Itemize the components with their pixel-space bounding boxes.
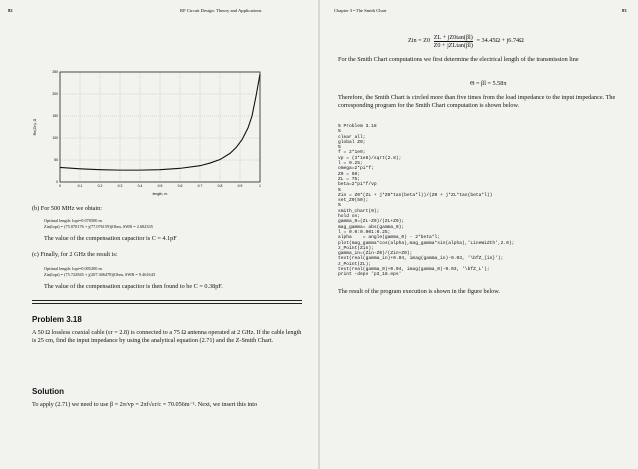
right-running-head: Chapter 3 • The Smith Chart <box>334 8 387 13</box>
left-running-head: RF Circuit Design: Theory and Applications <box>180 8 262 13</box>
solution-title: Solution <box>32 387 64 396</box>
closing-sentence: The result of the program execution is shown in the figure below. <box>338 288 500 295</box>
x-tick-label: 0.8 <box>217 184 223 188</box>
eq-denominator: Z0 + jZLtan(βl) <box>433 42 473 49</box>
item-c-opt-length: Optimal length: lopt=0.005200 m <box>44 266 102 271</box>
eq-rhs: = 34.45Ω + j6.74Ω <box>476 37 524 45</box>
re-zin-chart <box>30 64 275 199</box>
eq-numerator: ZL + jZ0tan(βl) <box>433 34 473 41</box>
right-page <box>320 0 638 469</box>
x-tick-label: 0 <box>59 184 61 188</box>
item-b-opt-length: Optimal length: lopt=0.070500 m <box>44 218 102 223</box>
y-tick-label: 250 <box>52 70 58 75</box>
matlab-code-listing: % Problem 3.18 % clear all; global Z0; % f = 2*1e9; vp = (3*1e8)/sqrt(2.8); l = 0.25; omega=2*pi*f; Z0 = 50; ZL = 75; beta=2*pi*f/vp % Zin = Z0*(ZL + j*Z0*tan(beta*l))/(Z0 + j*ZL*tan(beta*l)) set_Z0(50); % smith_chart(0); hold on; gamma_0=(ZL-Z0)/(ZL+Z0); mag_gamma= abs(gamma_0); l = 0.0:0.001:0.25; alpha = angle(gamma_0) - 2*beta*l; plot(mag_gamma*cos(alpha),mag_gamma*sin(alpha),'LineWidth',2.0); z_Point(Zin); gamma_in=(Zin-Z0)/(Zin+Z0); text(real(gamma_in)+0.04, imag(gamma_in)-0.03, '\bfZ_{in}'); z_Point(ZL); text(real(gamma_0)+0.04, imag(gamma_0)-0.03, '\bfZ_L'); print -deps 'p3_18.eps' <box>338 124 515 278</box>
item-c-result: The value of the compensation capacitor is then found to be C = 0.38pF. <box>44 283 223 290</box>
x-tick-label: 0.6 <box>177 184 183 188</box>
problem-title: Problem 3.18 <box>32 315 82 324</box>
y-tick-label: 0 <box>56 180 58 185</box>
x-tick-label: 1 <box>259 184 261 188</box>
x-tick-label: 0.7 <box>197 184 203 188</box>
section-rule-top <box>32 300 302 301</box>
y-axis-label: Re(Zin), Ω <box>33 118 37 136</box>
left-page <box>0 0 318 469</box>
right-page-number: 83 <box>622 8 627 13</box>
equation-zin <box>408 34 524 49</box>
x-tick-label: 0.9 <box>237 184 243 188</box>
left-page-number: 82 <box>8 8 13 13</box>
x-axis-label: length, m <box>152 192 168 196</box>
paragraph-smith-chart: Therefore, the Smith Chart is circled more than five times from the load impedance to the input impedance. The corresponding program for the Smith Chart computation is shown below. <box>338 94 616 110</box>
x-tick-label: 0.2 <box>97 184 103 188</box>
x-tick-label: 0.4 <box>137 184 143 188</box>
y-tick-label: 200 <box>52 92 58 97</box>
equation-theta: Θ = βl = 5.58π <box>470 80 507 87</box>
y-tick-label: 150 <box>52 114 58 119</box>
solution-text: To apply (2.71) we need to use β = 2π/vp = 2πf√εr/c = 70.056m⁻¹. Next, we insert this into <box>32 401 258 408</box>
item-c-zin: Zin(lopt) = (75.722845 + j(207.306478))Ohm, SWR = 9.461643 <box>44 272 155 277</box>
x-tick-label: 0.1 <box>77 184 83 188</box>
item-b-result: The value of the compensation capacitor is C = 4.1pF <box>44 235 177 242</box>
item-b-zin: Zin(lopt) = (75.070176 + j(77.076159))Ohm, SWR = 2.682335 <box>44 224 153 229</box>
problem-text: A 50 Ω lossless coaxial cable (εr = 2.8) is connected to a 75 Ω antenna operated at 2 GHz. If the cable length is 25 cm, find the input impedance by using the analytical equation (2.71) and the Z-Smith Chart. <box>32 329 302 345</box>
item-c: (c) Finally, for 2 GHz the result is: <box>32 251 118 258</box>
y-tick-label: 100 <box>52 136 58 141</box>
section-rule-bottom <box>32 303 302 304</box>
item-b: (b) For 500 MHz we obtain: <box>32 205 102 212</box>
y-tick-label: 50 <box>54 158 58 163</box>
eq-fraction <box>434 34 473 49</box>
paragraph-electrical-length: For the Smith Chart computations we first determine the electrical length of the transmission line <box>338 56 579 63</box>
x-tick-label: 0.3 <box>117 184 123 188</box>
x-tick-label: 0.5 <box>157 184 163 188</box>
eq-lhs: Zin = Z0 <box>408 37 431 45</box>
